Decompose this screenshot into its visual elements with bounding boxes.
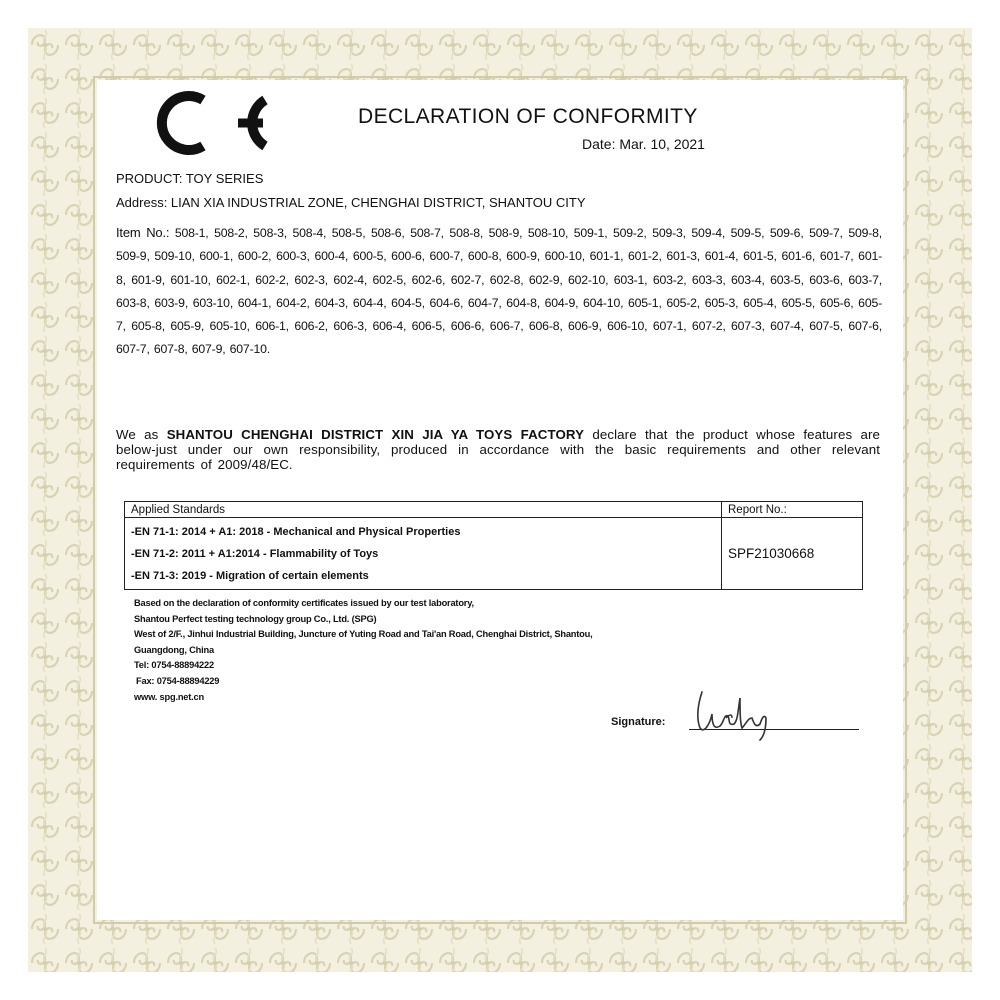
item-label: Item No.: (116, 225, 170, 240)
declaration-prefix: We as (116, 427, 159, 442)
declaration-body: declare that the product whose features are below-just under our own responsibility, produced in accordance with the basic requirements and other relevant requirements of 2009/48/EC. (116, 427, 880, 473)
lab-name: Shantou Perfect testing technology group Co., Ltd. (SPG) (134, 613, 377, 624)
standard-en71-1: -EN 71-1: 2014 + A1: 2018 - Mechanical and Physical Properties (131, 525, 461, 538)
lab-address-2: Guangdong, China (134, 644, 214, 655)
standard-en71-2: -EN 71-2: 2011 + A1:2014 - Flammability of Toys (131, 547, 379, 560)
declaration-date: Date: Mar. 10, 2021 (582, 136, 705, 152)
manufacturer-name: SHANTOU CHENGHAI DISTRICT XIN JIA YA TOYS FACTORY (166, 427, 585, 442)
lab-website: www. spg.net.cn (134, 691, 205, 702)
page-title: DECLARATION OF CONFORMITY (358, 105, 698, 128)
standard-en71-3: -EN 71-3: 2019 - Migration of certain elements (131, 569, 369, 582)
laboratory-info (134, 596, 593, 705)
address-line: Address: LIAN XIA INDUSTRIAL ZONE, CHENGHAI DISTRICT, SHANTOU CITY (116, 195, 586, 210)
standards-list (125, 518, 722, 590)
basis-line-1: Based on the declaration of conformity certificates issued by our test laboratory, (134, 598, 474, 608)
product-line: PRODUCT: TOY SERIES (116, 171, 264, 186)
handwritten-signature (690, 684, 800, 742)
item-list: 508-1, 508-2, 508-3, 508-4, 508-5, 508-6, 508-7, 508-8, 508-9, 508-10, 509-1, 509-2, 509-3, 509-4, 509-5, 509-6, 509-7, 509-8, 509-9, 509-10, 600-1, 600-2, 600-3, 600-4, 600-5, 600-6, 600-7, 600-8, 600-9, 600-10, 601-1, 601-2, 601-3, 601-4, 601-5, 601-6, 601-7, 601-8, 601-9, 601-10, 602-1, 602-2, 602-3, 602-4, 602-5, 602-6, 602-7, 602-8, 602-9, 602-10, 603-1, 603-2, 603-3, 603-4, 603-5, 603-6, 603-7, 603-8, 603-9, 603-10, 604-1, 604-2, 604-3, 604-4, 604-5, 604-6, 604-7, 604-8, 604-9, 604-10, 605-1, 605-2, 605-3, 605-4, 605-5, 605-6, 605-7, 605-8, 605-9, 605-10, 606-1, 606-2, 606-3, 606-4, 606-5, 606-6, 606-7, 606-8, 606-9, 606-10, 607-1, 607-2, 607-3, 607-4, 607-5, 607-6, 607-7, 607-8, 607-9, 607-10. (116, 226, 882, 357)
report-number: SPF21030668 (722, 518, 863, 590)
declaration-statement (116, 427, 880, 473)
lab-fax: Fax: 0754-88894229 (136, 675, 220, 686)
standards-header: Applied Standards (125, 502, 722, 518)
lab-tel: Tel: 0754-88894222 (134, 660, 214, 671)
ce-mark-logo (145, 88, 275, 158)
item-numbers (116, 221, 882, 362)
report-header: Report No.: (722, 502, 863, 518)
applied-standards-table (124, 501, 863, 590)
lab-address: West of 2/F., Jinhui Industrial Building, Juncture of Yuting Road and Tai'an Road, Chenghai District, Shantou, (134, 629, 593, 640)
signature-label: Signature: (611, 716, 666, 728)
